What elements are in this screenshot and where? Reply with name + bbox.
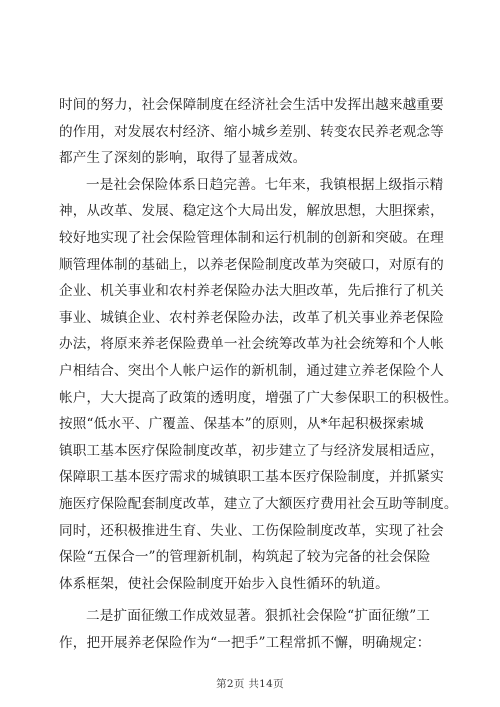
text-line: 企业、机关事业和农村养老保险办法大胆改革，先后推行了机关 (59, 283, 444, 300)
text-line: 办法，将原来养老保险费单一社会统筹改革为社会统筹和个人帐 (59, 336, 444, 353)
text-line: 镇职工基本医疗保险制度改革，初步建立了与经济发展相适应， (59, 442, 444, 459)
text-line: 体系框架，使社会保险制度开始步入良性循环的轨道。 (59, 575, 389, 592)
page-number-footer: 第2页 共14页 (216, 678, 284, 690)
text-line: 施医疗保险配套制度改革，建立了大额医疗费用社会互助等制度。 (59, 495, 458, 512)
body-text (59, 92, 458, 656)
text-line: 作，把开展养老保险作为“一把手”工程常抓不懈，明确规定： (59, 634, 431, 651)
text-line: 较好地实现了社会保险管理体制和运行机制的创新和突破。在理 (59, 229, 444, 246)
text-line: 都产生了深刻的影响，取得了显著成效。 (59, 150, 307, 167)
text-line: 事业、城镇企业、农村养老保险办法，改革了机关事业养老保险 (59, 309, 444, 326)
text-line: 顺管理体制的基础上，以养老保险制度改革为突破口，对原有的 (59, 256, 444, 273)
text-line: 同时，还积极推进生育、失业、工伤保险制度改革，实现了社会 (59, 522, 444, 539)
text-line: 的作用，对发展农村经济、缩小城乡差别、转变农民养老观念等 (59, 123, 444, 140)
text-line: 保障职工基本医疗需求的城镇职工基本医疗保险制度，并抓紧实 (59, 469, 444, 486)
paragraph-start-line: 一是社会保险体系日趋完善。七年来，我镇根据上级指示精 (86, 176, 444, 193)
text-line: 时间的努力，社会保障制度在经济社会生活中发挥出越来越重要 (59, 97, 444, 113)
text-line: 保险“五保合一”的管理新机制，构筑起了较为完备的社会保险 (59, 549, 431, 566)
text-line: 按照“低水平、广覆盖、保基本”的原则，从*年起积极探索城 (59, 416, 424, 433)
paragraph-start-line: 二是扩面征缴工作成效显著。狠抓社会保险“扩面征缴”工 (86, 608, 431, 625)
text-line: 神，从改革、发展、稳定这个大局出发，解放思想，大胆探索， (59, 203, 444, 220)
text-line: 帐户，大大提高了政策的透明度，增强了广大参保职工的积极性。 (59, 389, 458, 406)
text-line: 户相结合、突出个人帐户运作的新机制，通过建立养老保险个人 (59, 362, 444, 379)
